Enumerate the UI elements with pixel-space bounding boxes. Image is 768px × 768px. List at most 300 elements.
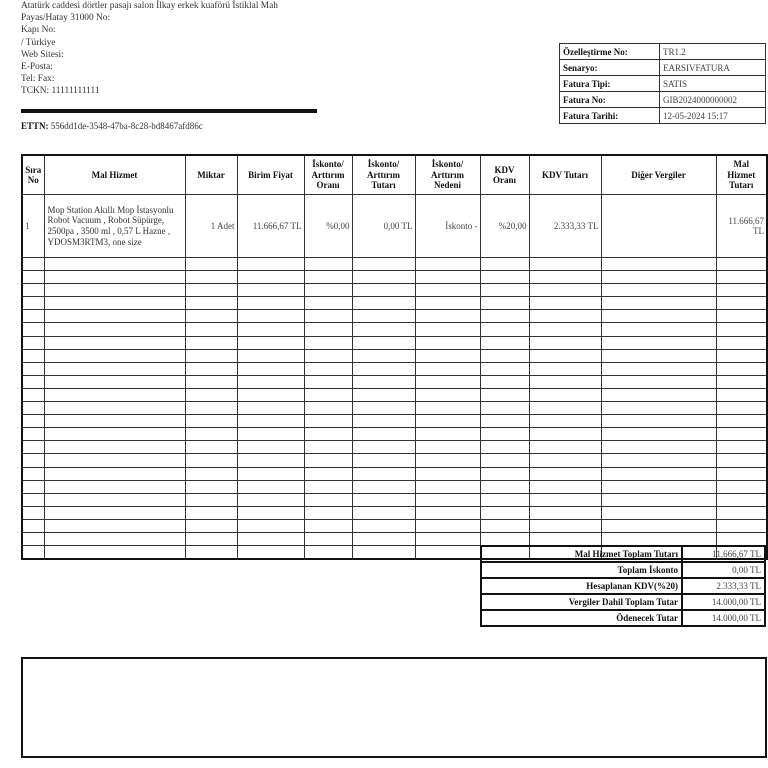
empty-cell [352,454,415,467]
empty-cell [480,323,529,336]
empty-cell [304,362,352,375]
empty-cell [716,375,767,388]
empty-cell [44,349,185,362]
empty-cell [716,415,767,428]
empty-cell [304,323,352,336]
meta-row [560,60,766,76]
empty-cell [601,310,716,323]
empty-cell [601,428,716,441]
empty-cell [304,388,352,401]
col-iskonto-nedeni: İskonto/ Arttırım Nedeni [415,155,480,195]
empty-cell [304,402,352,415]
empty-cell [480,441,529,454]
sender-tckn: TCKN: 11111111111 [21,86,100,97]
meta-row [560,108,766,124]
empty-cell [415,375,480,388]
empty-cell [415,493,480,506]
invoice-items-table [21,154,768,560]
meta-value: GIB2024000000002 [660,92,766,108]
total-mal-hizmet-value: 11.666,67 TL [682,546,765,562]
empty-cell [529,441,601,454]
empty-cell [415,441,480,454]
empty-cell [22,336,44,349]
totals-table [480,545,766,627]
empty-cell [237,402,304,415]
empty-cell [185,415,237,428]
empty-cell [529,271,601,284]
meta-key: Senaryo: [560,60,660,76]
col-diger-vergiler: Diğer Vergiler [601,155,716,195]
empty-cell [601,271,716,284]
empty-cell [44,258,185,271]
empty-cell [601,402,716,415]
empty-row [22,402,767,415]
empty-cell [185,336,237,349]
totals-row [481,610,765,626]
empty-cell [415,415,480,428]
empty-cell [716,480,767,493]
empty-cell [44,362,185,375]
empty-cell [304,467,352,480]
meta-row [560,44,766,60]
totals-row [481,594,765,610]
cell-iskonto-orani: %0,00 [304,195,352,258]
sender-address-line2: Payas/Hatay 31000 No: [21,13,111,24]
empty-cell [304,519,352,532]
empty-cell [44,310,185,323]
empty-cell [352,310,415,323]
header-divider [21,109,317,113]
empty-cell [304,284,352,297]
sender-website: Web Sitesi: [21,49,64,60]
empty-cell [237,480,304,493]
empty-cell [185,480,237,493]
empty-row [22,428,767,441]
totals-row [481,578,765,594]
empty-cell [716,336,767,349]
sender-email: E-Posta: [21,62,53,73]
empty-cell [601,323,716,336]
empty-row [22,506,767,519]
empty-cell [304,271,352,284]
total-vergiler-dahil-value: 14.000,00 TL [682,594,765,610]
empty-cell [480,388,529,401]
empty-cell [237,454,304,467]
empty-cell [480,375,529,388]
empty-cell [185,349,237,362]
empty-cell [185,258,237,271]
empty-cell [22,375,44,388]
empty-cell [601,532,716,545]
empty-cell [352,467,415,480]
empty-cell [716,467,767,480]
empty-cell [352,323,415,336]
empty-cell [480,258,529,271]
empty-cell [44,519,185,532]
empty-cell [237,362,304,375]
empty-cell [22,467,44,480]
empty-cell [237,493,304,506]
empty-cell [601,493,716,506]
sender-address-line1: Atatürk caddesi dörtler pasajı salon İlkay erkek kuaförü İstiklal Mah [21,1,278,11]
empty-cell [480,402,529,415]
empty-cell [304,336,352,349]
empty-cell [237,336,304,349]
empty-cell [601,284,716,297]
empty-cell [601,362,716,375]
empty-cell [716,454,767,467]
empty-cell [601,349,716,362]
empty-cell [22,532,44,545]
empty-cell [185,297,237,310]
empty-cell [480,362,529,375]
empty-cell [601,336,716,349]
empty-cell [529,388,601,401]
empty-cell [44,323,185,336]
empty-cell [304,258,352,271]
empty-cell [415,388,480,401]
empty-cell [185,532,237,545]
empty-cell [601,375,716,388]
empty-cell [237,519,304,532]
empty-row [22,349,767,362]
empty-cell [237,546,304,560]
empty-cell [22,388,44,401]
empty-cell [716,506,767,519]
meta-key: Özelleştirme No: [560,44,660,60]
empty-cell [480,454,529,467]
empty-cell [185,271,237,284]
empty-cell [304,441,352,454]
empty-cell [185,310,237,323]
empty-cell [185,467,237,480]
empty-cell [529,506,601,519]
empty-cell [601,415,716,428]
empty-cell [304,480,352,493]
total-kdv-value: 2.333,33 TL [682,578,765,594]
empty-cell [529,428,601,441]
empty-cell [716,388,767,401]
empty-cell [44,428,185,441]
empty-cell [601,519,716,532]
empty-cell [185,428,237,441]
empty-cell [601,480,716,493]
empty-cell [529,467,601,480]
empty-cell [22,415,44,428]
meta-key: Fatura Tarihi: [560,108,660,124]
cell-sira: 1 [22,195,44,258]
empty-cell [415,467,480,480]
empty-cell [601,467,716,480]
ettn-value: 556dd1de-3548-47ba-8c28-bd8467afd86c [50,121,203,131]
empty-row [22,454,767,467]
empty-row [22,375,767,388]
cell-iskonto-nedeni: İskonto - [415,195,480,258]
empty-cell [44,402,185,415]
empty-cell [185,506,237,519]
empty-row [22,336,767,349]
empty-cell [44,467,185,480]
empty-cell [415,519,480,532]
empty-row [22,519,767,532]
empty-cell [185,493,237,506]
invoice-meta-table [559,43,766,124]
empty-cell [415,362,480,375]
sender-phone-fax: Tel: Fax: [21,74,55,85]
empty-cell [352,441,415,454]
empty-cell [352,493,415,506]
empty-cell [716,271,767,284]
empty-cell [304,310,352,323]
empty-cell [237,467,304,480]
empty-cell [716,532,767,545]
empty-cell [601,454,716,467]
empty-row [22,297,767,310]
empty-cell [529,310,601,323]
empty-cell [716,284,767,297]
table-header-row [22,155,767,195]
empty-cell [529,284,601,297]
meta-key: Fatura No: [560,92,660,108]
empty-cell [44,532,185,545]
empty-cell [415,284,480,297]
meta-value: 12-05-2024 15:17 [660,108,766,124]
empty-cell [480,415,529,428]
empty-cell [44,506,185,519]
empty-cell [415,428,480,441]
empty-cell [352,271,415,284]
empty-cell [237,297,304,310]
empty-cell [352,480,415,493]
cell-iskonto-tutari: 0,00 TL [352,195,415,258]
empty-cell [529,532,601,545]
empty-cell [716,493,767,506]
empty-row [22,493,767,506]
empty-cell [304,415,352,428]
empty-cell [601,506,716,519]
empty-cell [480,284,529,297]
empty-cell [352,362,415,375]
meta-row [560,76,766,92]
empty-cell [716,402,767,415]
col-mal-hizmet: Mal Hizmet [44,155,185,195]
empty-cell [237,349,304,362]
empty-row [22,323,767,336]
empty-cell [480,506,529,519]
empty-cell [480,349,529,362]
empty-cell [352,519,415,532]
empty-cell [22,323,44,336]
empty-cell [352,402,415,415]
empty-cell [22,349,44,362]
empty-cell [44,441,185,454]
totals-row [481,562,765,578]
empty-cell [44,388,185,401]
empty-cell [44,415,185,428]
empty-row [22,284,767,297]
empty-cell [237,506,304,519]
empty-cell [480,519,529,532]
empty-cell [185,323,237,336]
col-iskonto-tutari: İskonto/ Arttırım Tutarı [352,155,415,195]
empty-cell [480,336,529,349]
empty-cell [44,271,185,284]
empty-cell [480,493,529,506]
meta-value: SATIS [660,76,766,92]
empty-cell [44,297,185,310]
empty-cell [601,388,716,401]
col-mal-hizmet-tutari: Mal Hizmet Tutarı [716,155,767,195]
col-birim-fiyat: Birim Fiyat [237,155,304,195]
empty-cell [185,441,237,454]
col-sira: Sıra No [22,155,44,195]
totals-row [481,546,765,562]
empty-cell [352,506,415,519]
empty-cell [185,546,237,560]
empty-cell [44,493,185,506]
ettn-label: ETTN: [21,121,49,131]
empty-cell [44,284,185,297]
empty-cell [22,362,44,375]
empty-cell [529,349,601,362]
empty-cell [44,480,185,493]
empty-cell [352,428,415,441]
empty-row [22,415,767,428]
empty-cell [22,506,44,519]
empty-cell [22,493,44,506]
empty-cell [415,546,480,560]
total-mal-hizmet-label: Mal Hizmet Toplam Tutarı [481,546,682,562]
empty-cell [44,336,185,349]
empty-cell [601,258,716,271]
empty-cell [22,428,44,441]
cell-miktar: 1 Adet [185,195,237,258]
empty-cell [529,493,601,506]
sender-door-no: Kapı No: [21,25,56,36]
empty-cell [601,441,716,454]
empty-cell [22,258,44,271]
empty-cell [529,258,601,271]
empty-cell [529,375,601,388]
empty-cell [237,258,304,271]
meta-value: EARSIVFATURA [660,60,766,76]
total-odenecek-value: 14.000,00 TL [682,610,765,626]
empty-cell [237,271,304,284]
empty-cell [529,454,601,467]
empty-cell [529,519,601,532]
empty-cell [716,362,767,375]
empty-cell [415,402,480,415]
empty-cell [415,271,480,284]
empty-cell [304,532,352,545]
empty-cell [529,480,601,493]
empty-cell [22,441,44,454]
empty-row [22,467,767,480]
sender-country: / Türkiye [21,37,56,48]
empty-cell [529,362,601,375]
meta-row [560,92,766,108]
empty-cell [415,349,480,362]
empty-cell [415,532,480,545]
empty-row [22,271,767,284]
empty-cell [304,349,352,362]
empty-cell [185,375,237,388]
empty-cell [304,493,352,506]
meta-key: Fatura Tipi: [560,76,660,92]
empty-cell [352,336,415,349]
empty-cell [352,415,415,428]
empty-cell [185,402,237,415]
empty-cell [716,258,767,271]
empty-cell [352,297,415,310]
empty-cell [304,506,352,519]
empty-cell [22,284,44,297]
empty-cell [352,388,415,401]
empty-cell [237,284,304,297]
empty-cell [716,428,767,441]
meta-value: TR1.2 [660,44,766,60]
empty-cell [237,388,304,401]
cell-mal-hizmet: Mop Station Akıllı Mop İstasyonlu Robot Vacuum , Robot Süpürge, 2500pa , 3500 ml , 0,57 L Hazne , YDOSM3RTM3, one size [44,195,185,258]
cell-diger-vergiler [601,195,716,258]
empty-cell [237,375,304,388]
empty-cell [237,441,304,454]
empty-row [22,480,767,493]
empty-cell [185,284,237,297]
empty-cell [352,284,415,297]
empty-cell [44,454,185,467]
empty-cell [304,428,352,441]
empty-cell [415,323,480,336]
empty-cell [22,519,44,532]
empty-cell [237,415,304,428]
empty-cell [480,467,529,480]
empty-cell [352,546,415,560]
empty-cell [237,428,304,441]
table-row [22,195,767,258]
empty-row [22,310,767,323]
empty-cell [716,310,767,323]
empty-cell [415,506,480,519]
table-body [22,195,767,560]
empty-cell [529,402,601,415]
empty-cell [415,310,480,323]
empty-cell [529,297,601,310]
empty-cell [529,336,601,349]
cell-mal-hizmet-tutari: 11.666,67 TL [716,195,767,258]
empty-row [22,258,767,271]
empty-cell [716,349,767,362]
empty-cell [185,454,237,467]
empty-cell [22,546,44,560]
cell-kdv-orani: %20,00 [480,195,529,258]
empty-cell [304,546,352,560]
ettn [21,121,203,131]
empty-cell [415,454,480,467]
empty-cell [22,480,44,493]
total-odenecek-label: Ödenecek Tutar [481,610,682,626]
empty-cell [185,388,237,401]
empty-cell [601,297,716,310]
empty-cell [716,323,767,336]
empty-cell [716,297,767,310]
col-miktar: Miktar [185,155,237,195]
empty-cell [480,532,529,545]
empty-row [22,532,767,545]
empty-cell [480,297,529,310]
empty-cell [185,362,237,375]
empty-cell [415,258,480,271]
